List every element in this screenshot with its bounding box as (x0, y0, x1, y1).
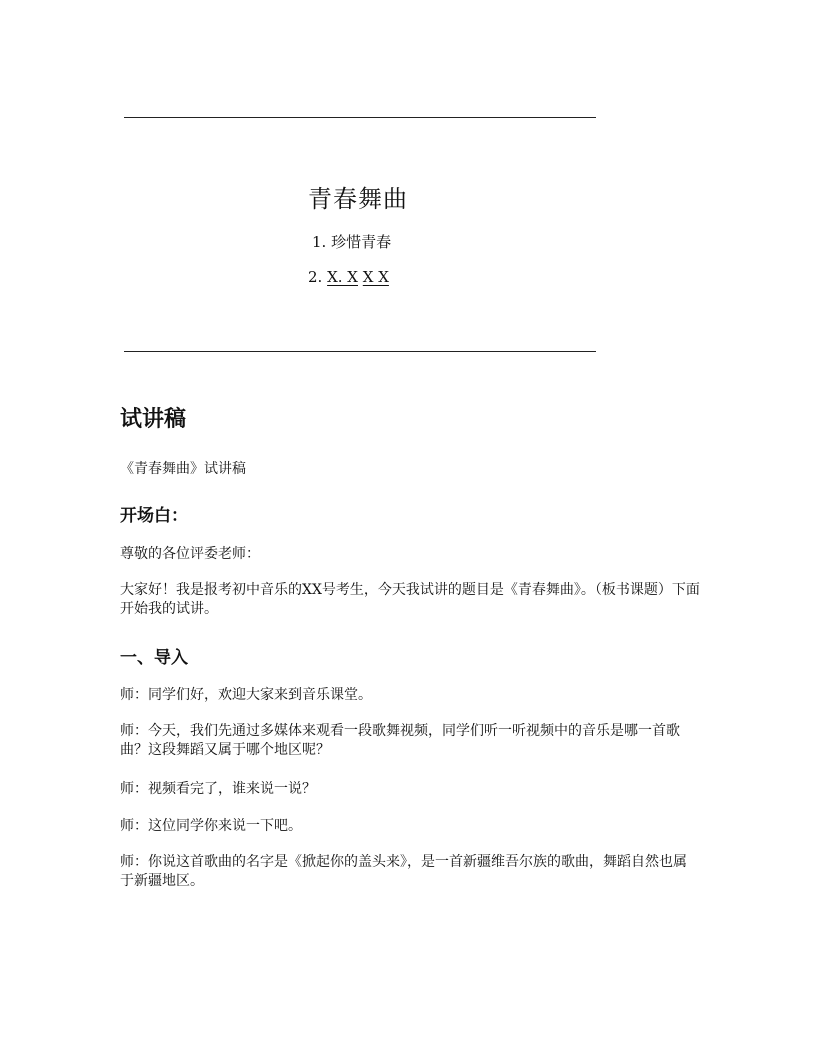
dialogue-paragraph: 师：这位同学你来说一下吧。 (120, 818, 302, 834)
divider-bottom (124, 351, 596, 352)
intro-paragraph: 大家好！我是报考初中音乐的XX号考生，今天我试讲的题目是《青春舞曲》。（板书课题）下面开始我的试讲。 (120, 582, 700, 617)
blackboard-line-2 (308, 268, 389, 286)
section-import-heading: 一、导入 (120, 648, 188, 668)
blackboard-line-1: 1. 珍惜青春 (312, 233, 392, 251)
document-subtitle: 《青春舞曲》试讲稿 (120, 461, 246, 477)
section-opening-heading: 开场白： (120, 506, 188, 526)
dialogue-paragraph: 师：视频看完了，谁来说一说？ (120, 781, 316, 797)
dialogue-paragraph: 师：今天，我们先通过多媒体来观看一段歌舞视频，同学们听一听视频中的音乐是哪一首歌曲？这段舞蹈又属于哪个地区呢？ (120, 723, 680, 758)
rhythm-pattern-1: X. X (327, 268, 358, 286)
dialogue-paragraph: 师：你说这首歌曲的名字是《掀起你的盖头来》，是一首新疆维吾尔族的歌曲，舞蹈自然也属于新疆地区。 (120, 854, 687, 889)
blackboard-line-2-number: 2. (308, 268, 323, 286)
document-heading: 试讲稿 (120, 407, 187, 432)
dialogue-paragraph: 师：同学们好，欢迎大家来到音乐课堂。 (120, 687, 372, 703)
blackboard-title: 青春舞曲 (308, 185, 408, 213)
greeting-paragraph: 尊敬的各位评委老师： (120, 546, 260, 562)
divider-top (124, 117, 596, 118)
rhythm-pattern-2: X X (362, 268, 389, 286)
